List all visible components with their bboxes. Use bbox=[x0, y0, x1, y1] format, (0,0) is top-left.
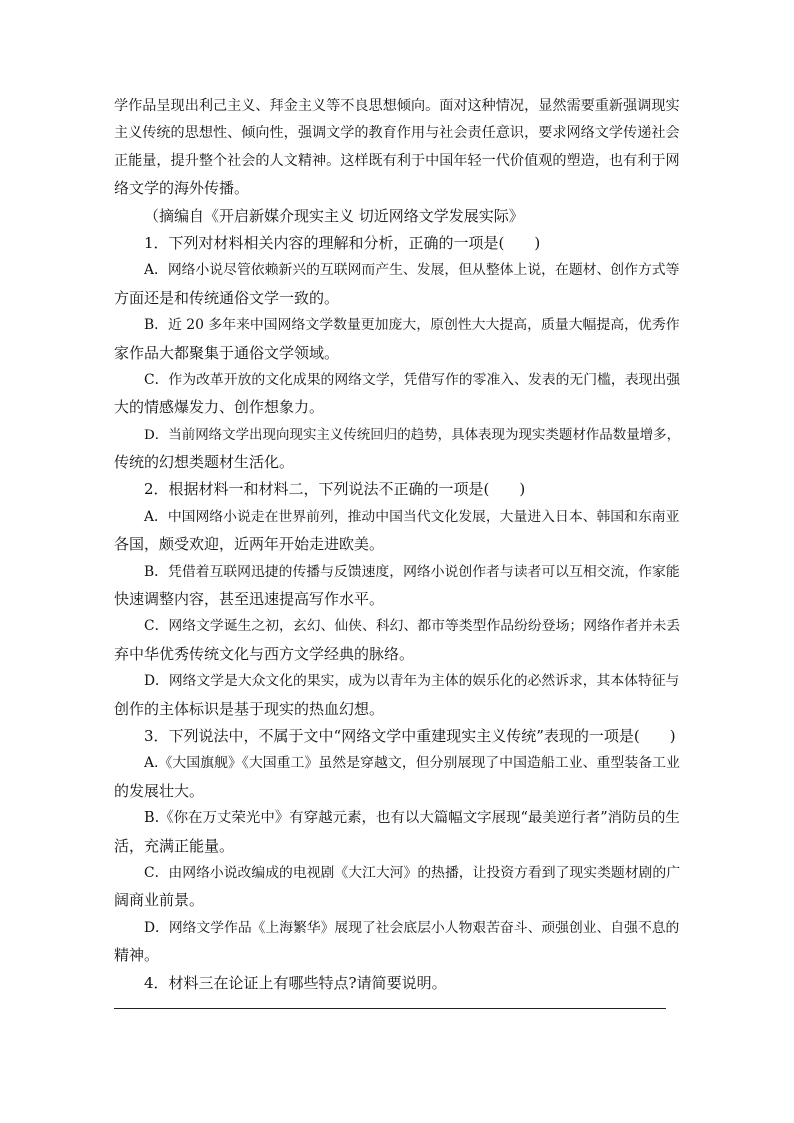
text-line: 3．下列说法中，不属于文中“网络文学中重建现实主义传统”表现的一项是( ) bbox=[144, 726, 676, 745]
text-line: 传统的幻想类题材生活化。 bbox=[114, 453, 295, 472]
text-line: 的发展壮大。 bbox=[114, 781, 205, 800]
text-line: C．网络文学诞生之初，玄幻、仙侠、科幻、都市等类型作品纷纷登场；网络作者并未丢 bbox=[144, 618, 681, 635]
answer-underline bbox=[114, 1008, 666, 1009]
text-line: B.《你在万丈荣光中》有穿越元素，也有以大篇幅文字展现“最美逆行者”消防员的生 bbox=[144, 810, 680, 827]
text-line: C．由网络小说改编成的电视剧《大江大河》的热播，让投资方看到了现实类题材剧的广 bbox=[144, 864, 681, 881]
text-line: 主义传统的思想性、倾向性，强调文学的教育作用与社会责任意识，要求网络文学传递社会 bbox=[114, 125, 680, 142]
text-line: 络文学的海外传播。 bbox=[114, 179, 250, 198]
text-line: 1．下列对材料相关内容的理解和分析，正确的一项是( ) bbox=[144, 233, 541, 252]
text-line: A.《大国旗舰》《大国重工》虽然是穿越文，但分别展现了中国造船工业、重型装备工业 bbox=[144, 755, 680, 772]
text-line: 阔商业前景。 bbox=[114, 891, 205, 910]
text-line: 学作品呈现出利己主义、拜金主义等不良思想倾向。面对这种情况，显然需要重新强调现实 bbox=[114, 98, 680, 114]
text-line: B．近 20 多年来中国网络文学数量更加庞大，原创性大大提高，质量大幅提高，优秀作 bbox=[144, 317, 680, 334]
text-line: D．当前网络文学出现向现实主义传统回归的趋势，具体表现为现实类题材作品数量增多， bbox=[144, 426, 681, 443]
text-line: B．凭借着互联网迅捷的传播与反馈速度，网络小说创作者与读者可以互相交流，作家能 bbox=[144, 563, 680, 580]
text-line: 方面还是和传统通俗文学一致的。 bbox=[114, 288, 340, 307]
text-line: 大的情感爆发力、创作想象力。 bbox=[114, 398, 325, 417]
text-line: 家作品大都聚集于通俗文学领域。 bbox=[114, 343, 340, 362]
text-line: 各国，颇受欢迎，近两年开始走进欧美。 bbox=[114, 535, 385, 554]
text-line: D．网络文学作品《上海繁华》展现了社会底层小人物艰苦奋斗、顽强创业、自强不息的 bbox=[144, 919, 680, 936]
text-line: A．中国网络小说走在世界前列，推动中国当代文化发展，大量进入日本、韩国和东南亚 bbox=[144, 508, 680, 525]
text-line: A．网络小说尽管依赖新兴的互联网而产生、发展，但从整体上说，在题材、创作方式等 bbox=[144, 262, 680, 279]
text-line: 正能量，提升整个社会的人文精神。这样既有利于中国年轻一代价值观的塑造，也有利于网 bbox=[114, 152, 680, 169]
text-line: （摘编自《开启新媒介现实主义 切近网络文学发展实际》 bbox=[144, 206, 524, 225]
document-body bbox=[114, 93, 680, 997]
text-line: 弃中华优秀传统文化与西方文学经典的脉络。 bbox=[114, 644, 415, 663]
text-line: C．作为改革开放的文化成果的网络文学，凭借写作的零准入、发表的无门槛，表现出强 bbox=[144, 371, 681, 388]
text-line: D．网络文学是大众文化的果实，成为以青年为主体的娱乐化的必然诉求，其本体特征与 bbox=[144, 673, 680, 690]
text-line: 2．根据材料一和材料二，下列说法不正确的一项是( ) bbox=[144, 480, 526, 499]
text-line: 精神。 bbox=[114, 946, 160, 965]
text-line: 快速调整内容，甚至迅速提高写作水平。 bbox=[114, 590, 385, 609]
text-line: 活，充满正能量。 bbox=[114, 836, 235, 855]
text-line: 4．材料三在论证上有哪些特点?请简要说明。 bbox=[144, 973, 447, 992]
text-line: 创作的主体标识是基于现实的热血幻想。 bbox=[114, 699, 385, 718]
